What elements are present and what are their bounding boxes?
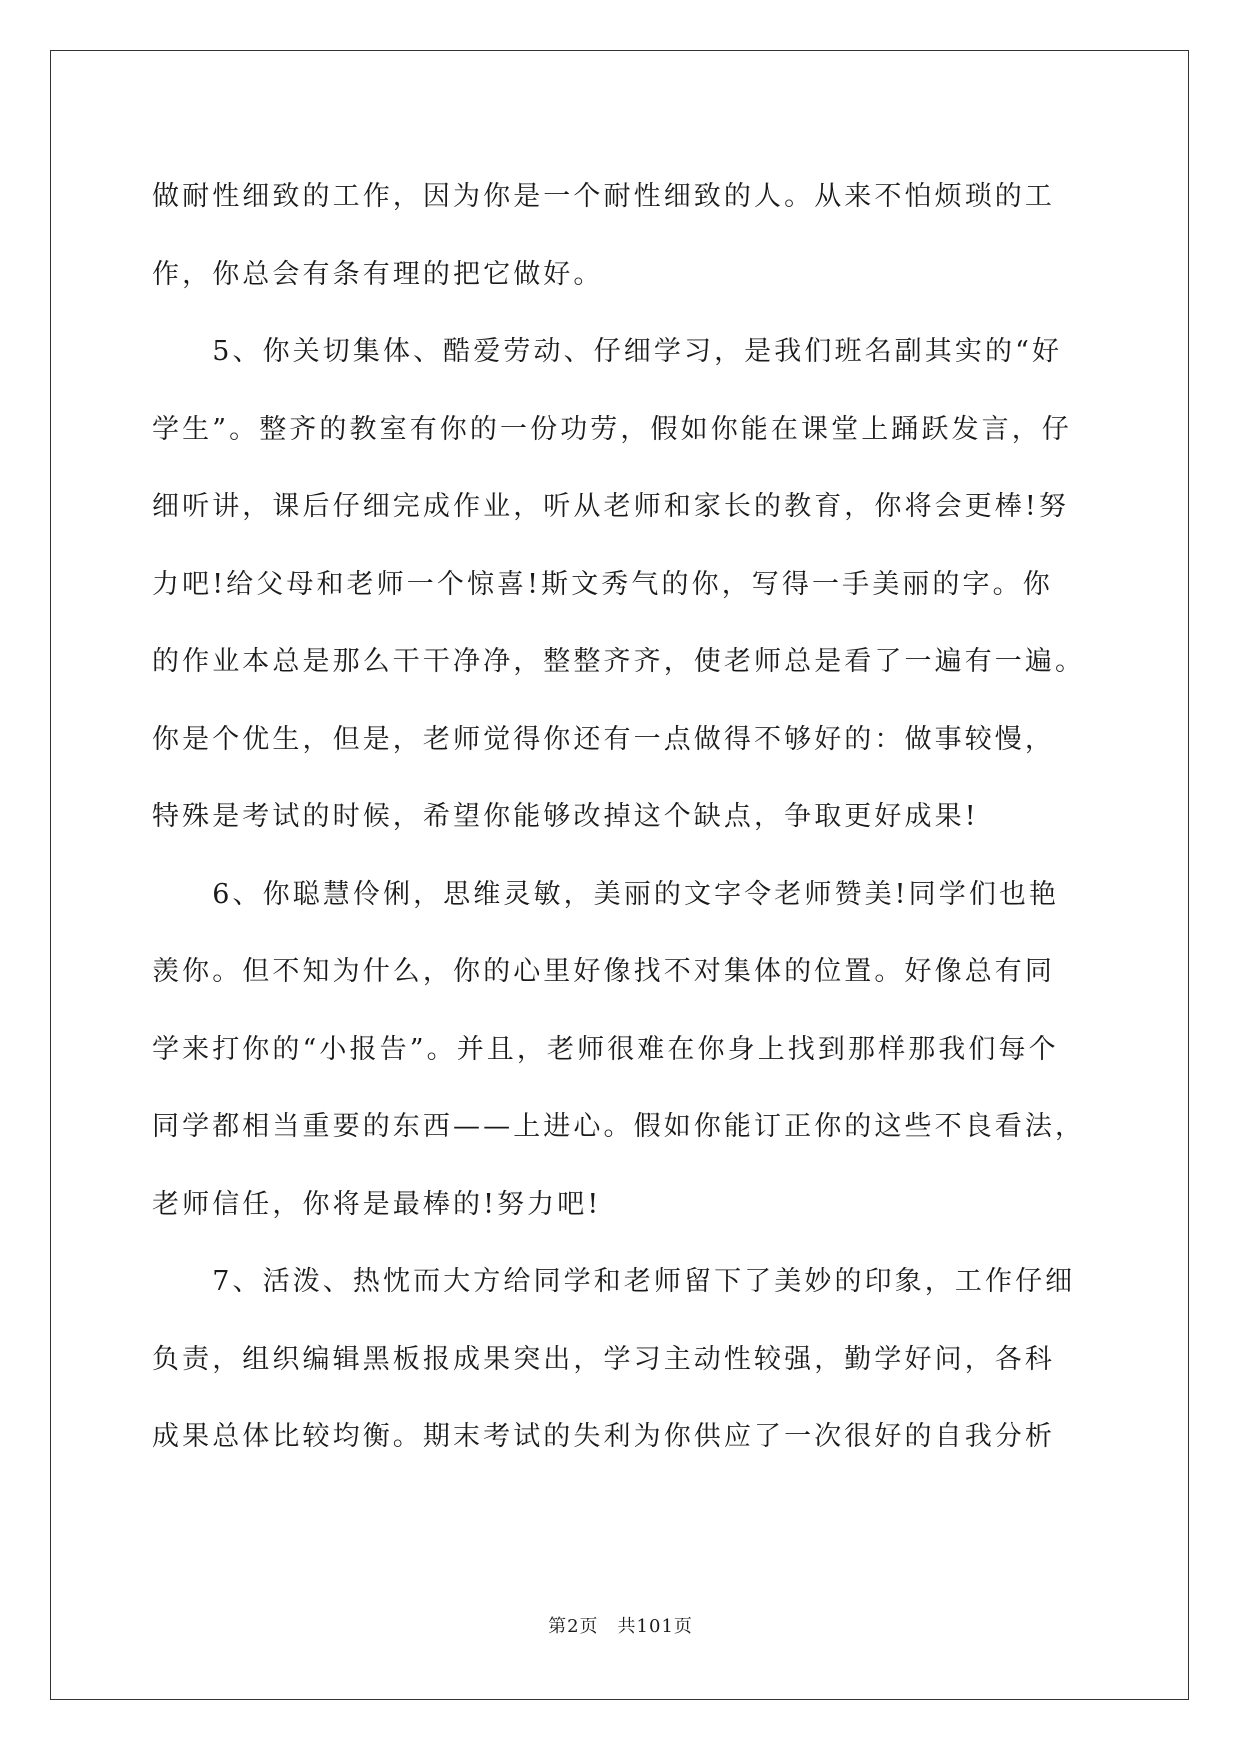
text-line: 5、你关切集体、酷爱劳动、仔细学习，是我们班名副其实的“好 bbox=[152, 336, 1063, 367]
page-number-label: 第2页 共101页 bbox=[548, 1616, 693, 1637]
text-line: 的作业本总是那么干干净净，整整齐齐，使老师总是看了一遍有一遍。 bbox=[152, 646, 1086, 677]
text-line: 负责，组织编辑黑板报成果突出，学习主动性较强，勤学好问，各科 bbox=[152, 1343, 1055, 1375]
text-line: 羡你。但不知为什么，你的心里好像找不对集体的位置。好像总有同 bbox=[152, 956, 1055, 987]
text-line: 同学都相当重要的东西——上进心。假如你能订正你的这些不良看法， bbox=[152, 1111, 1086, 1142]
text-line: 作，你总会有条有理的把它做好。 bbox=[152, 258, 604, 290]
text-line: 6、你聪慧伶俐，思维灵敏，美丽的文字令老师赞美!同学们也艳 bbox=[152, 878, 1060, 910]
body-text bbox=[152, 158, 1088, 1476]
text-line: 做耐性细致的工作，因为你是一个耐性细致的人。从来不怕烦琐的工 bbox=[152, 181, 1055, 212]
text-line: 学生”。整齐的教室有你的一份功劳，假如你能在课堂上踊跃发言，仔 bbox=[152, 413, 1072, 445]
text-line: 你是个优生，但是，老师觉得你还有一点做得不够好的：做事较慢， bbox=[152, 723, 1055, 755]
page-footer bbox=[0, 1612, 1241, 1638]
text-line: 7、活泼、热忱而大方给同学和老师留下了美妙的印象，工作仔细 bbox=[152, 1266, 1076, 1297]
text-line: 特殊是考试的时候，希望你能够改掉这个缺点，争取更好成果! bbox=[152, 801, 979, 832]
text-line: 力吧!给父母和老师一个惊喜!斯文秀气的你，写得一手美丽的字。你 bbox=[152, 568, 1053, 600]
text-line: 学来打你的“小报告”。并且，老师很难在你身上找到那样那我们每个 bbox=[152, 1033, 1059, 1065]
text-line: 细听讲，课后仔细完成作业，听从老师和家长的教育，你将会更棒!努 bbox=[152, 491, 1069, 522]
text-line: 老师信任，你将是最棒的!努力吧! bbox=[152, 1188, 602, 1220]
text-line: 成果总体比较均衡。期末考试的失利为你供应了一次很好的自我分析 bbox=[152, 1421, 1055, 1452]
